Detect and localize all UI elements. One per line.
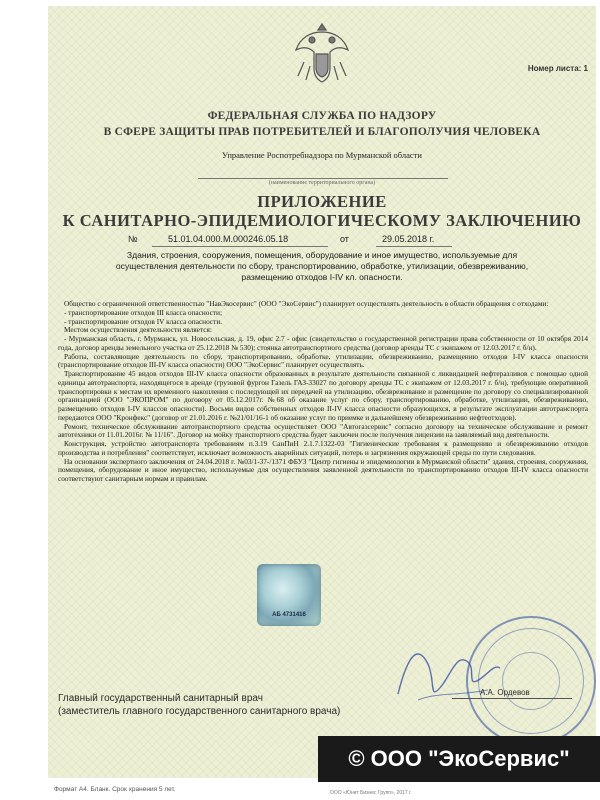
conclusion-date: 29.05.2018 г. (382, 234, 435, 244)
officer-title-line-2: (заместитель главного государственного санитарного врача) (58, 706, 341, 717)
territorial-department: Управление Роспотребнадзора по Мурманской области (222, 150, 422, 160)
date-underline (376, 246, 452, 247)
agency-line-2: В СФЕРЕ ЗАЩИТЫ ПРАВ ПОТРЕБИТЕЛЕЙ И БЛАГОПОЛУЧИЯ ЧЕЛОВЕКА (103, 126, 541, 138)
officer-name: А.А. Ордевов (480, 688, 530, 697)
scope-line-2: осуществления деятельности по сбору, транспортированию, обработке, утилизации, обезвреживанию, (115, 261, 529, 272)
title-line-1: ПРИЛОЖЕНИЕ (257, 192, 387, 211)
agency-name (48, 108, 596, 140)
body-paragraph: - транспортирование отходов IV класса опасности. (64, 316, 223, 326)
signature-line (452, 698, 572, 699)
title-line-2: К САНИТАРНО-ЭПИДЕМИОЛОГИЧЕСКОМУ ЗАКЛЮЧЕНИЮ (62, 211, 582, 230)
printer-footer-note: ООО «Юнит Бизнес Групп», 2017 г. (330, 790, 412, 796)
document-title (48, 192, 596, 230)
copyright-watermark: © ООО "ЭкоСервис" (318, 736, 600, 782)
conclusion-number: 51.01.04.000.М.000246.05.18 (168, 234, 289, 244)
body-paragraph: Работы, составляющие деятельность по сбору, транспортированию, обработке, утилизации, обезвреживанию, размещению отходов I-IV класса опасности (транспортирование отходов III-IV класса опасности) ООО "ЭкоСервис" планирует осуществлять. (58, 351, 588, 370)
agency-line-1: ФЕДЕРАЛЬНАЯ СЛУЖБА ПО НАДЗОРУ (207, 110, 437, 122)
body-paragraph: - Мурманская область, г. Мурманск, ул. Новосельская, д. 19, офис 2.7 - офис (свидетельство о государственной регистрации права собственности от 10 октября 2014 года, договор аренды земельного участка от 25.12.2018 № 530); стоянка автотранспортного средства (договор аренды ТС с экипажем от 12.03.2017 г. б/н). (58, 334, 588, 352)
body-paragraph: Местом осуществления деятельности является: (64, 325, 212, 335)
department-underline (198, 178, 448, 179)
scope-line-1: Здания, строения, сооружения, помещения, оборудование и иное имущество, используемые для (126, 250, 518, 260)
date-label: от (340, 234, 349, 244)
number-underline (152, 246, 328, 247)
body-paragraph: Конструкция, устройство автотранспорта требованиям п.3.19 СанПиН 2.1.7.1322-03 "Гигиенические требования к размещению и обезвреживанию отходов производства и потребления" соответствует, исключает возможность аварийных ситуаций, потерь и загрязнения окружающей среды по пути следования. (58, 439, 588, 457)
body-paragraph: - транспортирование отходов III класса опасности; (64, 307, 222, 317)
body-paragraph: Общество с ограниченной ответственностью "НавЭкосервис" (ООО "ЭкоСервис") планирует осуществлять деятельность в области обращения с отходами: (64, 299, 549, 308)
body-paragraph: Транспортирование 45 видов отходов III-IV класса опасности образованных в результате деятельности связанной с ликвидацией нефтеразливов с помощью одной единицы автотранспорта, находящегося в аренде (грузовой фургон Газель ГАЗ-33027 по договору аренды ТС с экипажем от 12.03.2017 г. б/н), требующие оперативной транспортировки к местам их временного накопления с последующей их передачей на утилизацию, обезвреживание и размещение по договору со специализированной организацией (ООО "ЭКОПРОМ" по договору от 05.12.2017г. №68 об оказание услуг по сбору, транспортированию, обработке, утилизации, обезвреживанию, размещению отходов I-IV классов опасности). Восьми видов собственных отходов II-IV класса опасности образующихся, в результате эксплуатации автотранспорта передаются ООО "Кронфекс" (договор от 21.01.2016 г. №21/01/16-1 об оказание услуг по приемке и дальнейшему обезвреживанию нефтеотходов). (58, 369, 588, 422)
officer-title-line-1: Главный государственный санитарный врач (58, 693, 263, 704)
scope-line-3: размещению отходов I-IV кл. опасности. (241, 272, 403, 283)
body-paragraph: Ремонт, техническое обслуживание автотранспортного средства осуществляет ООО "Автогазсервис" согласно договору на техническое обслуживание и ремонт автотехники от 11.01.2016г. № 11/16". Договор на мойку транспортного средства будет заключен после получения лицензии на заявляемый вид деятельности. (58, 421, 588, 440)
department-caption: (наименование территориального органа) (268, 180, 376, 186)
body-paragraph: На основании экспертного заключения от 24.04.2018 г. №03/1-37-/1371 ФБУЗ "Центр гигиены и эпидемиологии в Мурманской области" здания, строения, сооружения, помещения, оборудование и иное имущество, используемые для осуществления заявленной деятельности по транспортированию отходов III-IV класса опасности соответствуют санитарным нормам и правилам. (58, 456, 588, 483)
coat-of-arms-icon (290, 18, 354, 88)
certificate-sheet (48, 6, 596, 778)
body-text (58, 300, 588, 484)
sheet-number: Номер листа: 1 (527, 64, 588, 73)
form-footer-note: Формат А4. Бланк. Срок хранения 5 лет. (54, 786, 176, 793)
handwritten-signature (388, 634, 508, 714)
officer-title (58, 692, 340, 718)
number-label: № (128, 234, 138, 244)
hologram-code: АБ 4731416 (272, 612, 306, 618)
scope-description (58, 250, 586, 284)
